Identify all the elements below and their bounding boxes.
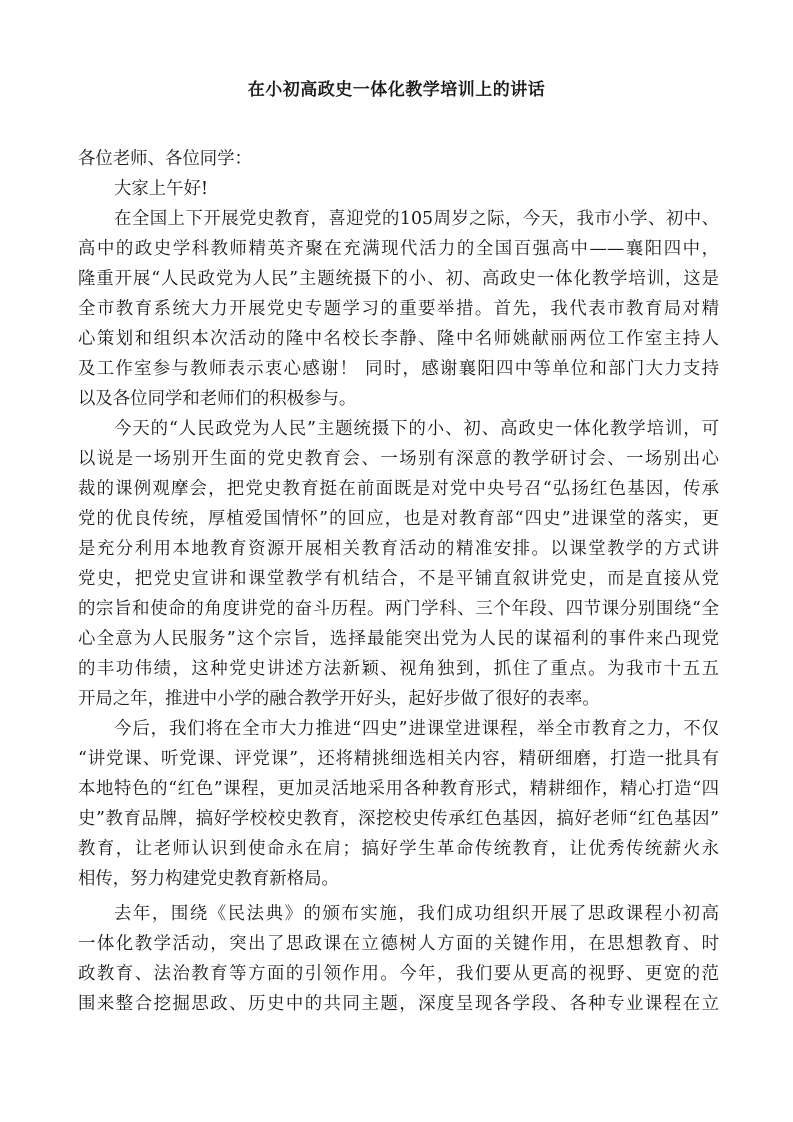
paragraph-4-line-4: 围来整合挖掘思政、历史中的共同主题，深度呈现各学段、各种专业课程在立: [78, 994, 719, 1014]
paragraph-2-line-8: 心全意为人民服务”这个宗旨，选择最能突出党为人民的谋福利的事件来凸现党: [78, 629, 719, 649]
paragraph-1-line-4: 全市教育系统大力开展党史专题学习的重要举措。首先，我代表市教育局对精: [78, 299, 719, 319]
document-body: [78, 144, 719, 1019]
paragraph-3-line-5: 教育，让老师认识到使命永在肩；搞好学生革命传统教育，让优秀传统薪火永: [78, 839, 719, 859]
paragraph-3-line-3: 本地特色的“红色”课程，更加灵活地采用各种教育形式，精耕细作，精心打造“四: [78, 779, 719, 799]
paragraph-3-line-6: 相传，努力构建党史教育新格局。: [78, 869, 339, 889]
paragraph-2-line-10: 开局之年，推进中小学的融合教学开好头，起好步做了很好的表率。: [78, 689, 600, 709]
paragraph-1-line-5: 心策划和组织本次活动的隆中名校长李静、隆中名师姚献丽两位工作室主持人: [78, 329, 719, 349]
paragraph-4-line-3: 政教育、法治教育等方面的引领作用。今年，我们要从更高的视野、更宽的范: [78, 964, 719, 984]
paragraph-3-line-4: 史”教育品牌，搞好学校校史教育，深挖校史传承红色基因，搞好老师“红色基因”: [78, 809, 719, 829]
paragraph-2-line-6: 党史，把党史宣讲和课堂教学有机结合，不是平铺直叙讲党史，而是直接从党: [78, 569, 719, 589]
paragraph-1-line-3: 隆重开展“人民政党为人民”主题统摄下的小、初、高政史一体化教学培训，这是: [78, 269, 719, 289]
document-title: 在小初高政史一体化教学培训上的讲话: [247, 80, 546, 100]
paragraph-2-line-3: 裁的课例观摩会，把党史教育挺在前面既是对党中央号召“弘扬红色基因，传承: [78, 479, 719, 499]
paragraph-2-line-5: 是充分利用本地教育资源开展相关教育活动的精准安排。以课堂教学的方式讲: [78, 539, 719, 559]
paragraph-1-line-6: 及工作室参与教师表示衷心感谢！ 同时，感谢襄阳四中等单位和部门大力支持: [78, 359, 719, 379]
paragraph-2-line-9: 的丰功伟绩，这种党史讲述方法新颖、视角独到，抓住了重点。为我市十五五: [78, 659, 719, 679]
paragraph-1-line-2: 高中的政史学科教师精英齐聚在充满现代活力的全国百强高中——襄阳四中，: [78, 239, 719, 259]
greeting-line: 大家上午好!: [114, 179, 208, 199]
paragraph-4-line-2: 一体化教学活动，突出了思政课在立德树人方面的关键作用，在思想教育、时: [78, 934, 719, 954]
paragraph-4-line-1: 去年，围绕《民法典》的颁布实施，我们成功组织开展了思政课程小初高: [114, 904, 719, 924]
paragraph-2-line-2: 以说是一场别开生面的党史教育会、一场别有深意的教学研讨会、一场别出心: [78, 449, 719, 469]
paragraph-2-line-1: 今天的“人民政党为人民”主题统摄下的小、初、高政史一体化教学培训，可: [114, 419, 719, 439]
paragraph-3-line-1: 今后，我们将在全市大力推进“四史”进课堂进课程，举全市教育之力，不仅: [114, 719, 719, 739]
salutation-line: 各位老师、各位同学：: [78, 149, 252, 169]
paragraph-3-line-2: “讲党课、听党课、评党课”，还将精挑细选相关内容，精研细磨，打造一批具有: [78, 749, 719, 769]
paragraph-1-line-7: 以及各位同学和老师们的积极参与。: [78, 389, 357, 409]
paragraph-2-line-4: 党的优良传统，厚植爱国情怀”的回应，也是对教育部“四史”进课堂的落实，更: [78, 509, 719, 529]
paragraph-1-line-1: 在全国上下开展党史教育，喜迎党的105周岁之际，今天，我市小学、初中、: [114, 209, 719, 229]
paragraph-2-line-7: 的宗旨和使命的角度讲党的奋斗历程。两门学科、三个年段、四节课分别围绕“全: [78, 599, 719, 619]
